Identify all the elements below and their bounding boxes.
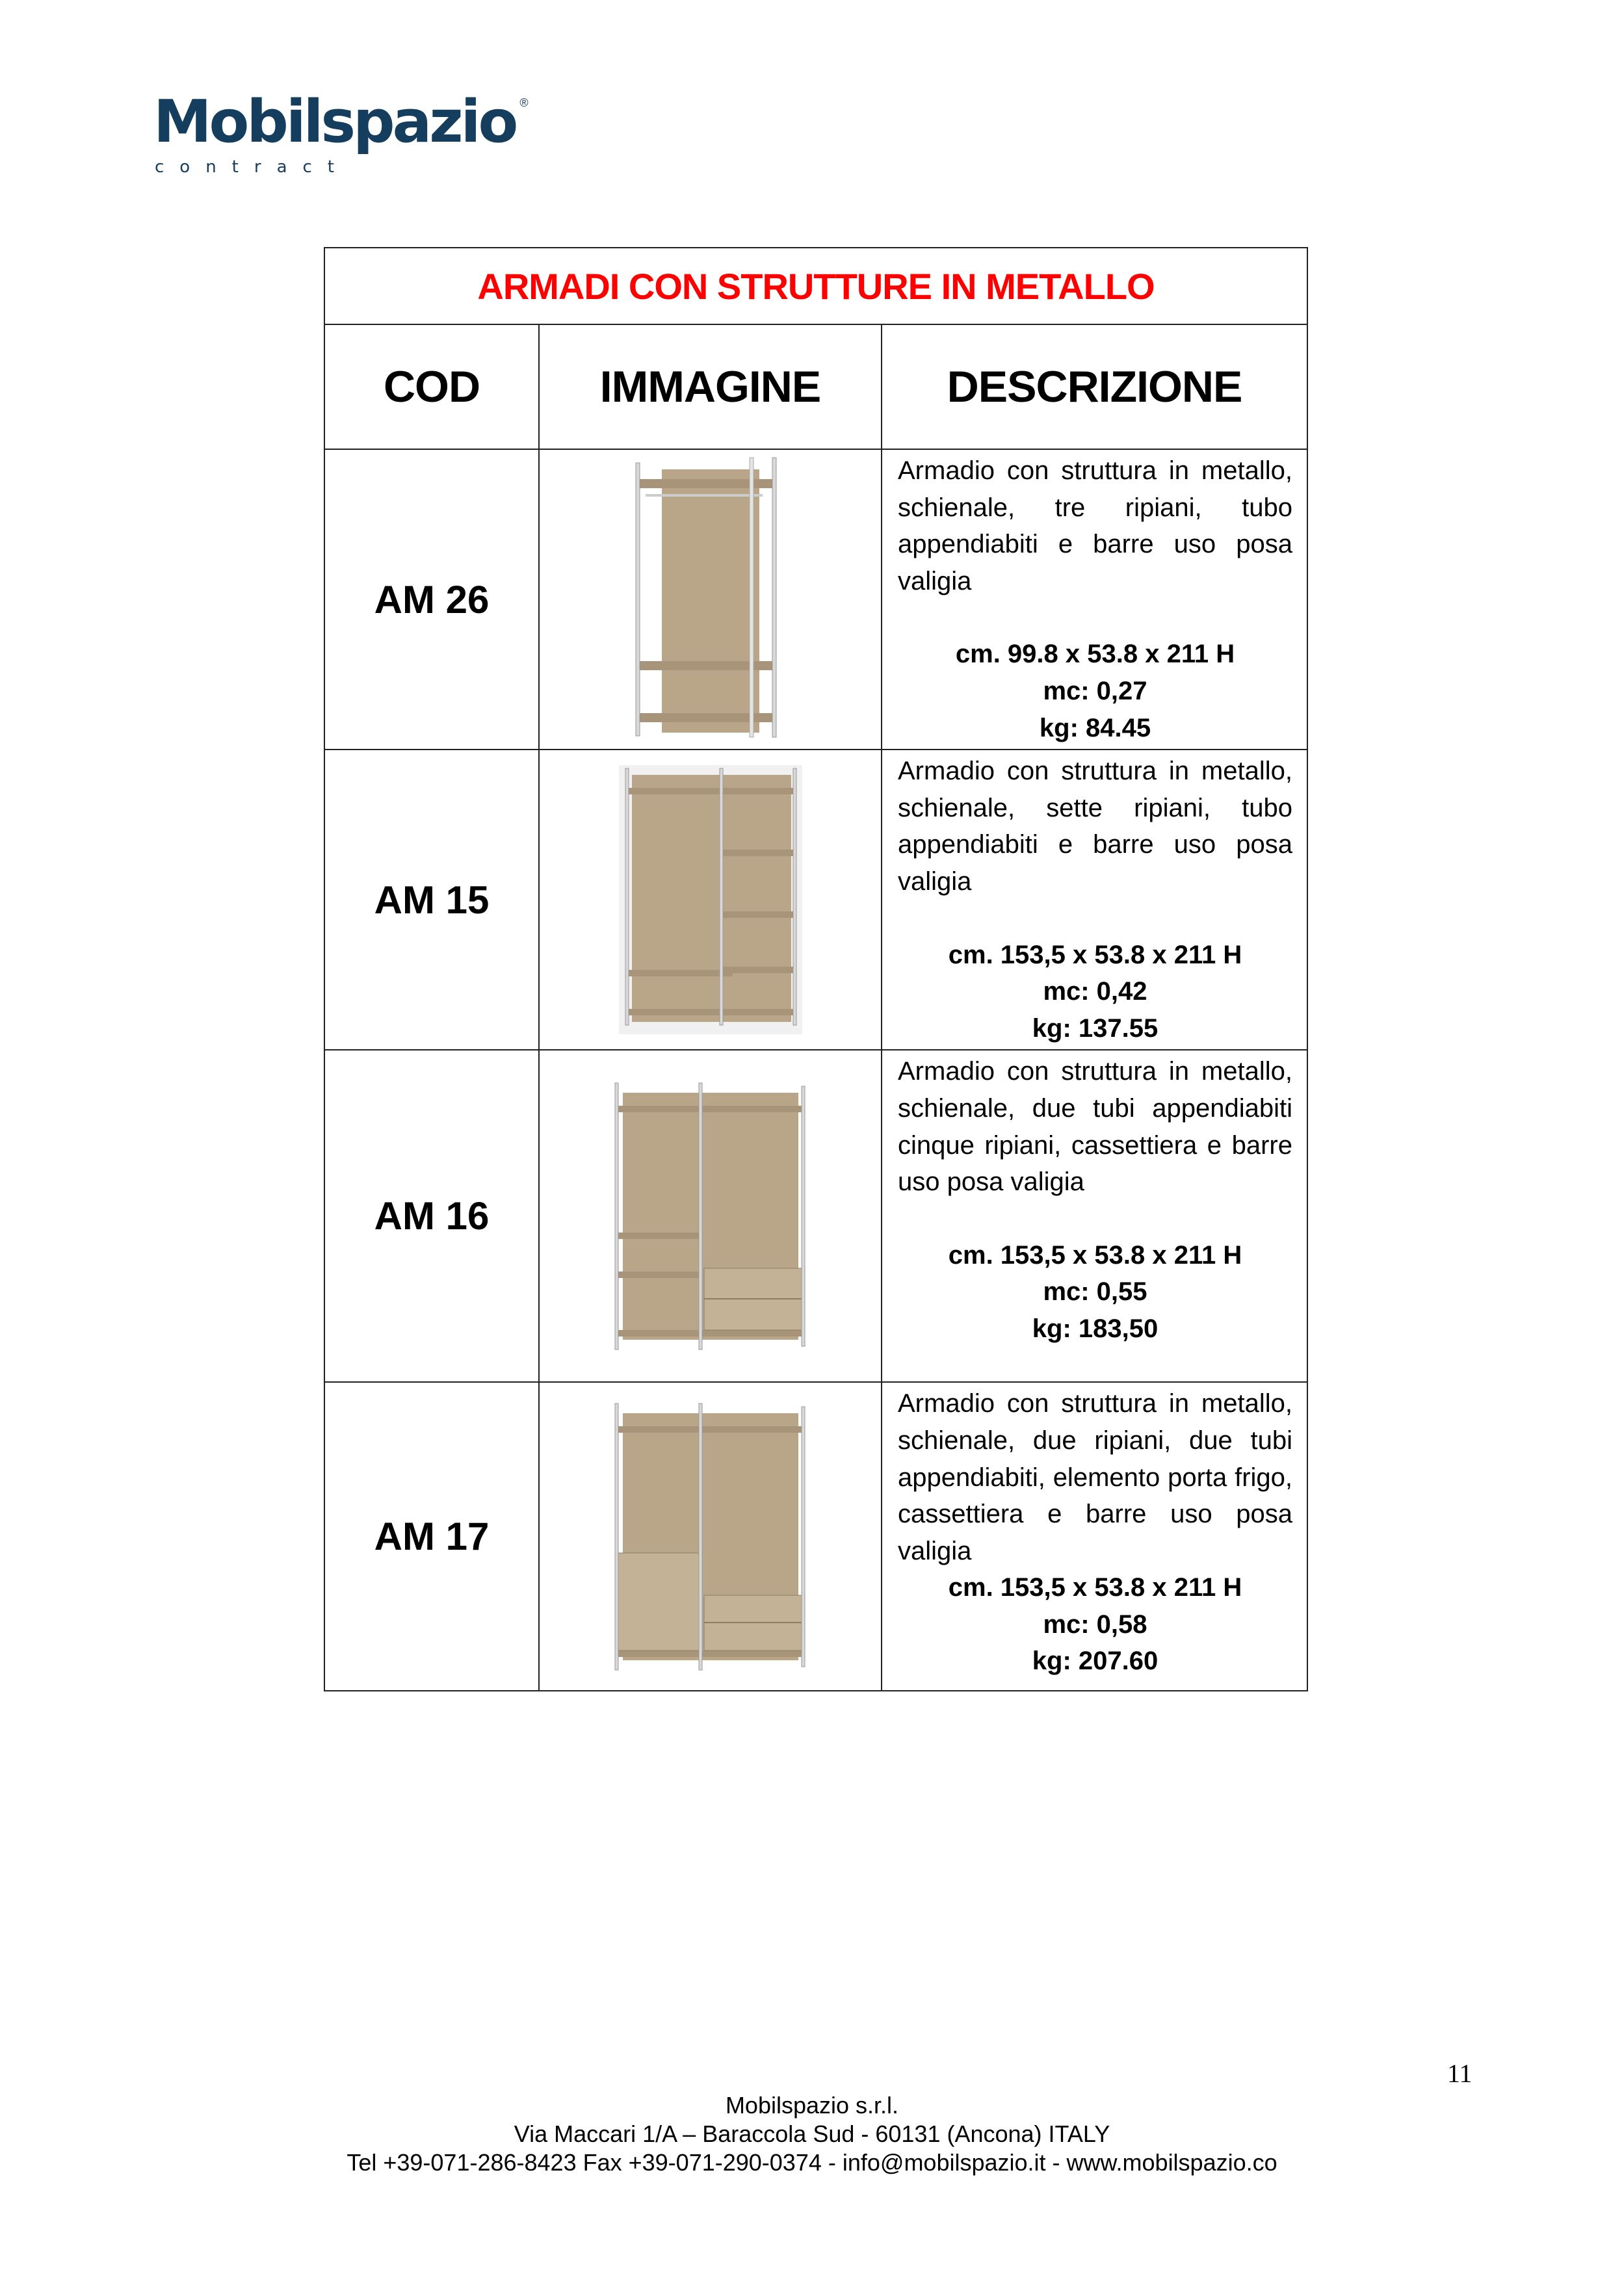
table-row xyxy=(324,1050,1307,1382)
wardrobe-image xyxy=(613,1080,808,1353)
logo-subtitle: contract xyxy=(155,157,350,177)
product-description: Armadio con struttura in metallo, schienale, tre ripiani, tubo appendiabiti e barre uso posa valigia xyxy=(898,456,1292,595)
product-description: Armadio con struttura in metallo, schienale, due tubi appendiabiti cinque ripiani, cassettiera e barre uso posa valigia xyxy=(898,1057,1292,1197)
table-row xyxy=(324,449,1307,750)
wardrobe-image xyxy=(613,1400,808,1673)
product-dimensions: cm. 153,5 x 53.8 x 211 H xyxy=(948,1573,1242,1602)
product-description-cell xyxy=(882,1382,1307,1691)
product-image xyxy=(539,750,882,1050)
logo-name: Mobilspazio xyxy=(153,88,516,156)
product-weight: kg: 84.45 xyxy=(1039,713,1151,742)
product-table xyxy=(324,247,1308,1691)
product-volume: mc: 0,58 xyxy=(1043,1610,1147,1639)
header-cod: COD xyxy=(324,324,539,449)
product-description: Armadio con struttura in metallo, schienale, sette ripiani, tubo appendiabiti e barre uso posa valigia xyxy=(898,757,1292,896)
product-code: AM 16 xyxy=(324,1050,539,1382)
footer-contacts: Tel +39-071-286-8423 Fax +39-071-290-0374 - info@mobilspazio.it - www.mobilspazio.co xyxy=(347,2149,1277,2176)
product-code: AM 17 xyxy=(324,1382,539,1691)
product-weight: kg: 207.60 xyxy=(1032,1647,1159,1676)
product-image xyxy=(539,449,882,750)
table-row xyxy=(324,750,1307,1050)
wardrobe-image xyxy=(633,456,789,742)
header-image: IMMAGINE xyxy=(539,324,882,449)
product-image xyxy=(539,1382,882,1691)
table-row xyxy=(324,1382,1307,1691)
wardrobe-image xyxy=(619,765,802,1034)
footer-address: Via Maccari 1/A – Baraccola Sud - 60131 (Ancona) ITALY xyxy=(514,2120,1110,2147)
product-volume: mc: 0,55 xyxy=(1043,1277,1147,1307)
page-number: 11 xyxy=(1447,2059,1473,2088)
product-dimensions: cm. 153,5 x 53.8 x 211 H xyxy=(948,940,1242,969)
product-weight: kg: 183,50 xyxy=(1032,1314,1159,1343)
table-title: ARMADI CON STRUTTURE IN METALLO xyxy=(324,248,1307,324)
footer-company: Mobilspazio s.r.l. xyxy=(725,2092,899,2119)
product-volume: mc: 0,27 xyxy=(1043,676,1147,705)
header-description: DESCRIZIONE xyxy=(882,324,1307,449)
product-description-cell xyxy=(882,1050,1307,1382)
product-code: AM 15 xyxy=(324,750,539,1050)
product-volume: mc: 0,42 xyxy=(1043,977,1147,1006)
product-dimensions: cm. 99.8 x 53.8 x 211 H xyxy=(955,640,1235,669)
product-weight: kg: 137.55 xyxy=(1032,1013,1159,1043)
logo-registered-mark: ® xyxy=(519,96,529,109)
product-description: Armadio con struttura in metallo, schienale, due ripiani, due tubi appendiabiti, elemento porta frigo, cassettiera e barre uso posa valigia xyxy=(898,1389,1292,1565)
product-dimensions: cm. 153,5 x 53.8 x 211 H xyxy=(948,1240,1242,1270)
product-code: AM 26 xyxy=(324,449,539,750)
product-description-cell xyxy=(882,750,1307,1050)
product-description-cell xyxy=(882,449,1307,750)
company-logo xyxy=(153,88,648,182)
product-image xyxy=(539,1050,882,1382)
